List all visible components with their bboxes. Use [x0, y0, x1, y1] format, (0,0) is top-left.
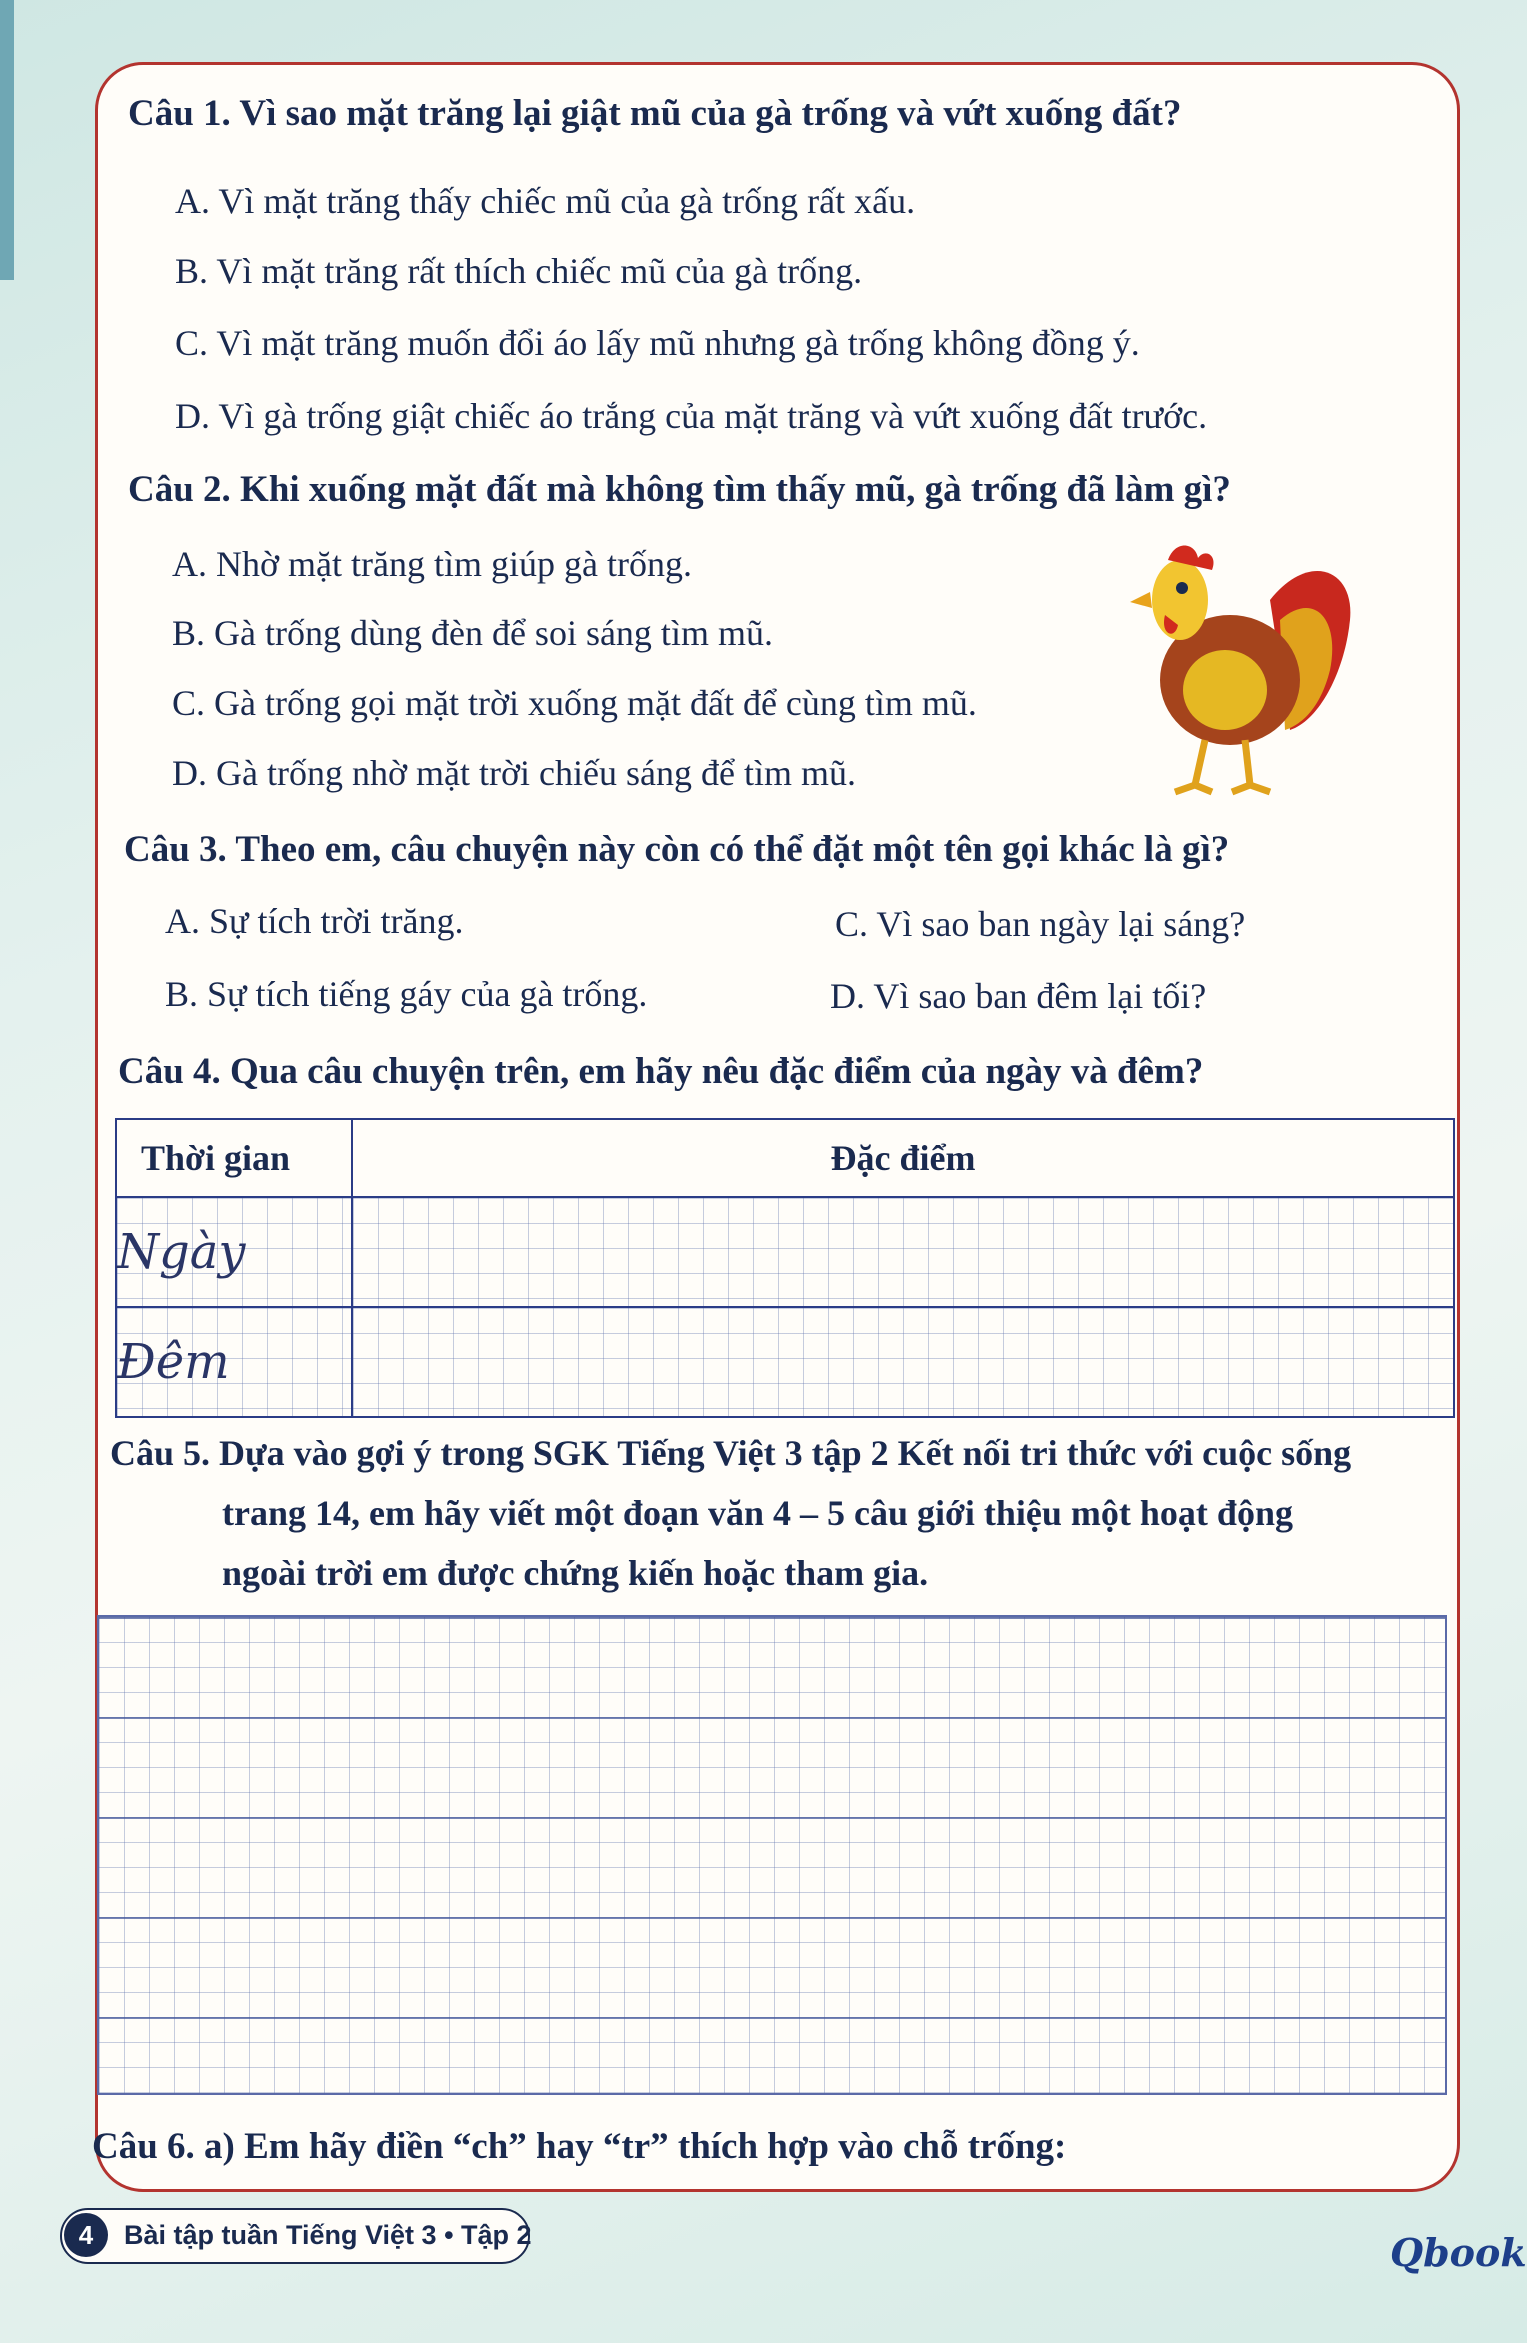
question-4-title: Câu 4. Qua câu chuyện trên, em hãy nêu đặc điểm của ngày và đêm? [118, 1051, 1204, 1092]
question-3-option-b: B. Sự tích tiếng gáy của gà trống. [165, 974, 648, 1014]
table-header-feature: Đặc điểm [352, 1119, 1454, 1197]
question-3-option-d: D. Vì sao ban đêm lại tối? [830, 976, 1207, 1016]
table-header-time: Thời gian [116, 1119, 352, 1197]
writing-grid[interactable] [97, 1615, 1447, 2095]
question-3-option-c: C. Vì sao ban ngày lại sáng? [835, 904, 1246, 944]
page-number: 4 [64, 2213, 108, 2257]
question-1-title: Câu 1. Vì sao mặt trăng lại giật mũ của gà trống và vứt xuống đất? [128, 93, 1182, 134]
table-row-day-answer[interactable] [352, 1197, 1454, 1307]
page-edge [0, 0, 14, 280]
question-5-line-1: Câu 5. Dựa vào gợi ý trong SGK Tiếng Việt 3 tập 2 Kết nối tri thức với cuộc sống [110, 1433, 1352, 1473]
question-2-option-b: B. Gà trống dùng đèn để soi sáng tìm mũ. [172, 613, 773, 653]
question-2-option-a: A. Nhờ mặt trăng tìm giúp gà trống. [172, 544, 692, 584]
question-5-line-3: ngoài trời em được chứng kiến hoặc tham gia. [222, 1553, 929, 1593]
question-5-line-2: trang 14, em hãy viết một đoạn văn 4 – 5 câu giới thiệu một hoạt động [222, 1493, 1293, 1533]
question-2-title: Câu 2. Khi xuống mặt đất mà không tìm thấy mũ, gà trống đã làm gì? [128, 469, 1231, 510]
question-1-option-d: D. Vì gà trống giật chiếc áo trắng của mặt trăng và vứt xuống đất trước. [175, 396, 1208, 436]
table-row-night-label: Đêm [116, 1307, 352, 1417]
question-2-option-d: D. Gà trống nhờ mặt trời chiếu sáng để tìm mũ. [172, 753, 856, 793]
rooster-illustration [1120, 530, 1360, 800]
publisher-logo: Qbook [1390, 2230, 1527, 2275]
table-row-day-label: Ngày [116, 1197, 352, 1307]
book-title: Bài tập tuần Tiếng Việt 3 • Tập 2 [124, 2220, 532, 2250]
table-row-night-answer[interactable] [352, 1307, 1454, 1417]
question-1-option-a: A. Vì mặt trăng thấy chiếc mũ của gà trống rất xấu. [175, 181, 916, 221]
question-6-title: Câu 6. a) Em hãy điền “ch” hay “tr” thích hợp vào chỗ trống: [92, 2126, 1067, 2167]
question-3-title: Câu 3. Theo em, câu chuyện này còn có thể đặt một tên gọi khác là gì? [124, 829, 1230, 870]
question-1-option-c: C. Vì mặt trăng muốn đổi áo lấy mũ nhưng gà trống không đồng ý. [175, 323, 1140, 363]
question-1-option-b: B. Vì mặt trăng rất thích chiếc mũ của gà trống. [175, 251, 863, 291]
question-2-option-c: C. Gà trống gọi mặt trời xuống mặt đất để cùng tìm mũ. [172, 683, 977, 723]
day-night-table [115, 1118, 1455, 1418]
question-3-option-a: A. Sự tích trời trăng. [165, 901, 464, 941]
